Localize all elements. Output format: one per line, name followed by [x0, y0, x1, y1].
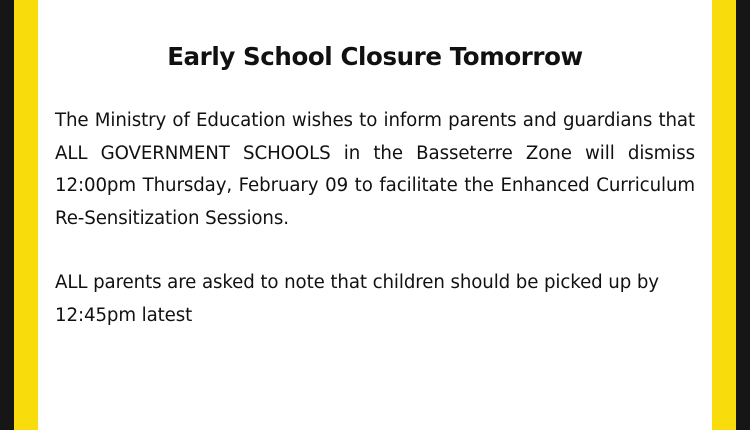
notice-body: [55, 105, 695, 332]
notice-paragraph-dismissal: The Ministry of Education wishes to inform parents and guardians that ALL GOVERNMENT SCHOOLS in the Basseterre Zone will dismiss 12:00pm Thursday, February 09 to facilitate the Enhanced Curriculum Re-Sensitization Sessions.: [55, 110, 695, 229]
notice-page: [38, 0, 712, 430]
notice-title: Early School Closure Tomorrow: [167, 42, 583, 71]
notice-paragraph-pickup: ALL parents are asked to note that children should be picked up by 12:45pm latest: [55, 272, 659, 326]
